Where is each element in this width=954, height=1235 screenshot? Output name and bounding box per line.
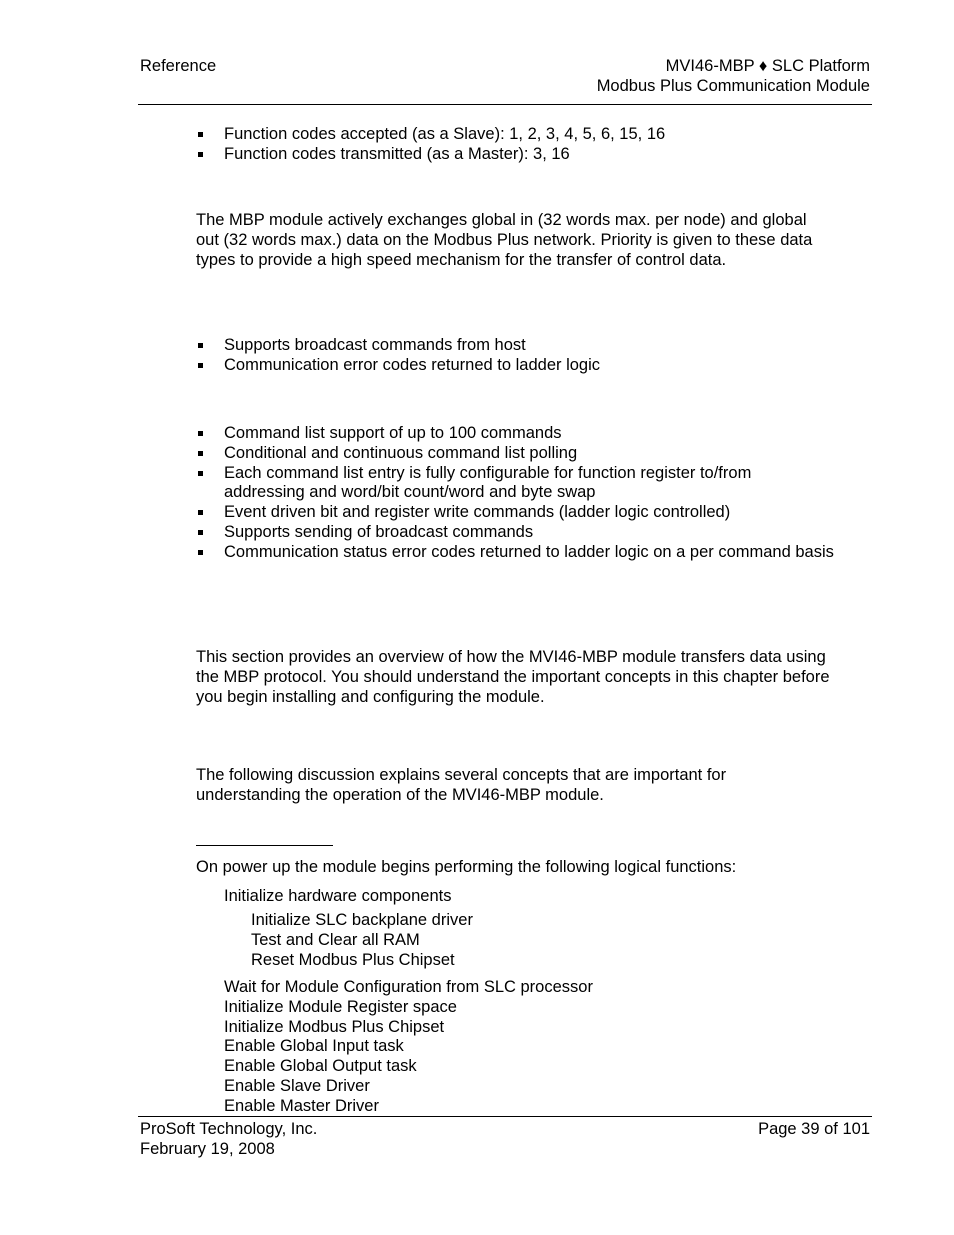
list-item: Each command list entry is fully configurable for function register to/from addressing and word/bit count/word and byte swap [196,464,836,504]
power-up-intro: On power up the module begins performing the following logical functions: [196,858,737,876]
footer-publisher [140,1120,317,1160]
list-item: Function codes transmitted (as a Master): 3, 16 [196,145,836,165]
list-item: Supports sending of broadcast commands [196,523,836,543]
master-features-list [196,424,836,563]
hardware-substeps-list [251,911,473,970]
function-codes-list [196,125,836,165]
list-item: Wait for Module Configuration from SLC processor [224,978,593,996]
step-initialize-hardware: Initialize hardware components [224,887,452,905]
list-item: Enable Global Output task [224,1057,417,1076]
list-item: Supports broadcast commands from host [196,336,836,356]
list-item: Communication status error codes returned to ladder logic on a per command basis [196,543,836,563]
footer-company: ProSoft Technology, Inc. [140,1120,318,1138]
bullet-icon [198,550,203,555]
list-item: Enable Global Input task [224,1037,404,1056]
section-underline [196,845,333,846]
list-item: Event driven bit and register write commands (ladder logic controlled) [196,503,836,523]
bullet-icon [198,471,203,476]
header-section-label: Reference [140,57,217,75]
overview-paragraph: This section provides an overview of how the MVI46-MBP module transfers data using the MBP protocol. You should understand the important concepts in this chapter before you begin installing and configuring the module. [196,648,830,706]
list-item: Initialize Modbus Plus Chipset [224,1017,445,1036]
list-item: Conditional and continuous command list polling [196,444,836,464]
list-item: Initialize Module Register space [224,997,457,1016]
footer-date: February 19, 2008 [140,1139,275,1158]
list-item: Communication error codes returned to ladder logic [196,356,836,376]
list-item: Enable Slave Driver [224,1076,370,1095]
footer-page-number: Page 39 of 101 [758,1120,870,1138]
list-item: Function codes accepted (as a Slave): 1, 2, 3, 4, 5, 6, 15, 16 [196,125,836,145]
list-item: Reset Modbus Plus Chipset [251,950,455,969]
list-item: Command list support of up to 100 commands [196,424,836,444]
list-item: Test and Clear all RAM [251,930,420,949]
slave-features-list [196,336,836,376]
header-title-line-2: Modbus Plus Communication Module [596,76,870,95]
concepts-paragraph: The following discussion explains several concepts that are important for understanding the operation of the MVI46-MBP module. [196,766,727,804]
bullet-icon [198,530,203,535]
bullet-icon [198,431,203,436]
bullet-icon [198,363,203,368]
bullet-icon [198,152,203,157]
bullet-icon [198,510,203,515]
list-item: Enable Master Driver [224,1096,379,1115]
header-product-title [597,57,870,97]
global-data-paragraph: The MBP module actively exchanges global in (32 words max. per node) and global out (32 words max.) data on the Modbus Plus network. Priority is given to these data types to provide a high speed mechanism for the transfer of control data. [196,211,813,269]
header-title-line-1: MVI46-MBP ♦ SLC Platform [665,57,870,75]
bullet-icon [198,343,203,348]
footer-divider [138,1116,872,1117]
startup-steps-list [224,978,593,1117]
bullet-icon [198,451,203,456]
list-item: Initialize SLC backplane driver [251,911,473,929]
bullet-icon [198,132,203,137]
header-divider [138,104,872,105]
